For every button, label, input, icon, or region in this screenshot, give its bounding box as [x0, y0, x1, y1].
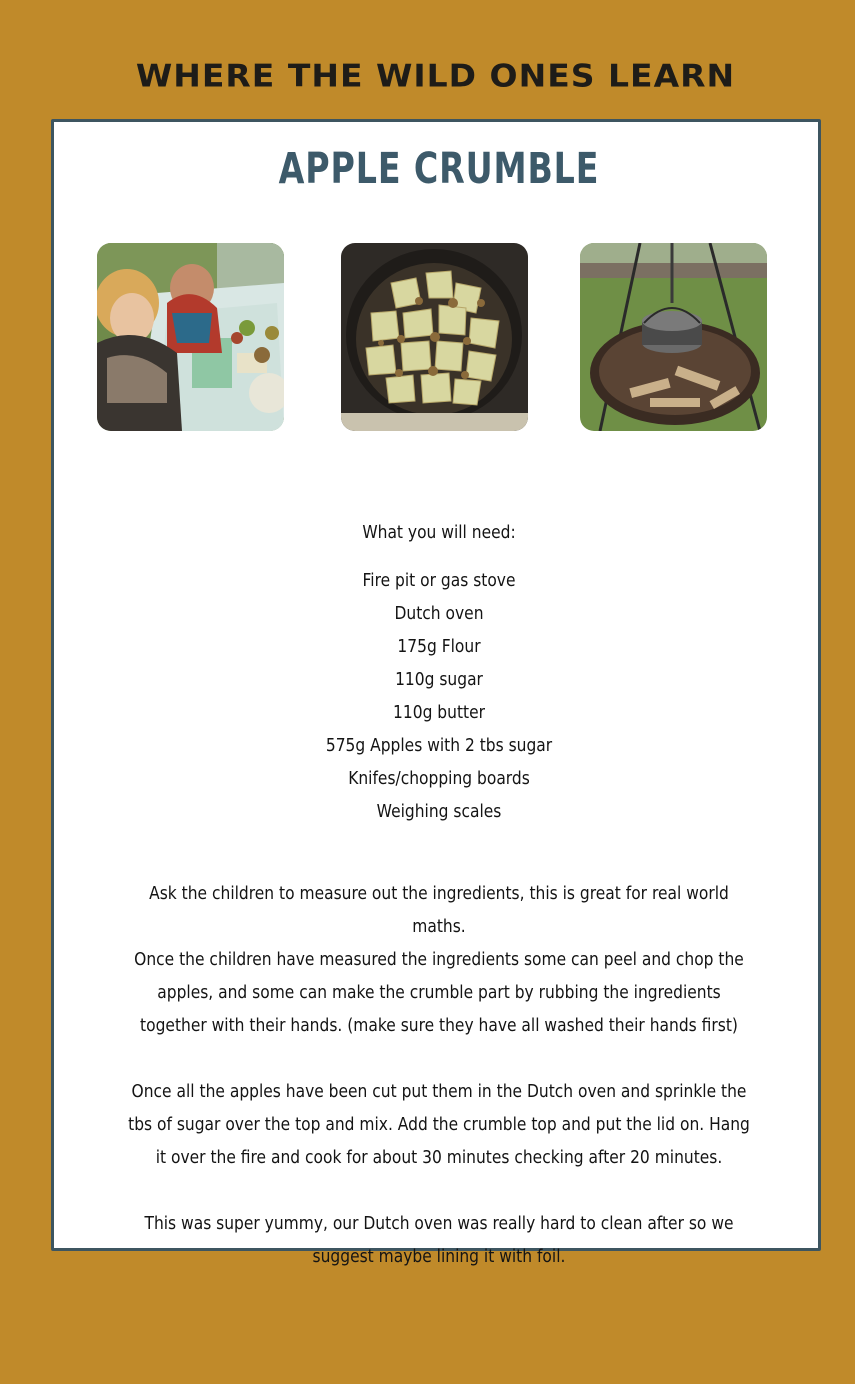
- fire-pit-photo: [580, 243, 767, 431]
- list-item: Weighing scales: [376, 801, 502, 822]
- instruction-paragraph-4: This was super yummy, our Dutch oven was really hard to clean after so we suggest maybe lining it with foil.: [144, 1213, 734, 1267]
- instruction-paragraph-1: Ask the children to measure out the ingredients, this is great for real world maths.: [149, 883, 729, 937]
- apples-in-pot-photo: [341, 243, 528, 431]
- recipe-title: APPLE CRUMBLE: [278, 144, 600, 194]
- list-item: Fire pit or gas stove: [362, 570, 516, 591]
- instruction-paragraph-2: Once the children have measured the ingredients some can peel and chop the apples, and some can make the crumble part by rubbing the ingredients together with their hands. (make sure they have all washed their hands first): [134, 949, 744, 1036]
- needs-list: [125, 564, 753, 828]
- page-header-title: WHERE THE WILD ONES LEARN: [135, 56, 736, 95]
- list-item: 575g Apples with 2 tbs sugar: [325, 735, 553, 756]
- list-item: 110g butter: [393, 702, 485, 723]
- instruction-paragraph-3: Once all the apples have been cut put them in the Dutch oven and sprinkle the tbs of sugar over the top and mix. Add the crumble top and put the lid on. Hang it over the fire and cook for about 30 minutes checking after 20 minutes.: [128, 1081, 750, 1168]
- list-item: Knifes/chopping boards: [348, 768, 530, 789]
- list-item: Dutch oven: [394, 603, 484, 624]
- list-item: 110g sugar: [395, 669, 483, 690]
- list-item: 175g Flour: [397, 636, 481, 657]
- children-chopping-photo: [97, 243, 284, 431]
- needs-heading: What you will need:: [362, 522, 516, 543]
- recipe-card: [51, 119, 821, 1267]
